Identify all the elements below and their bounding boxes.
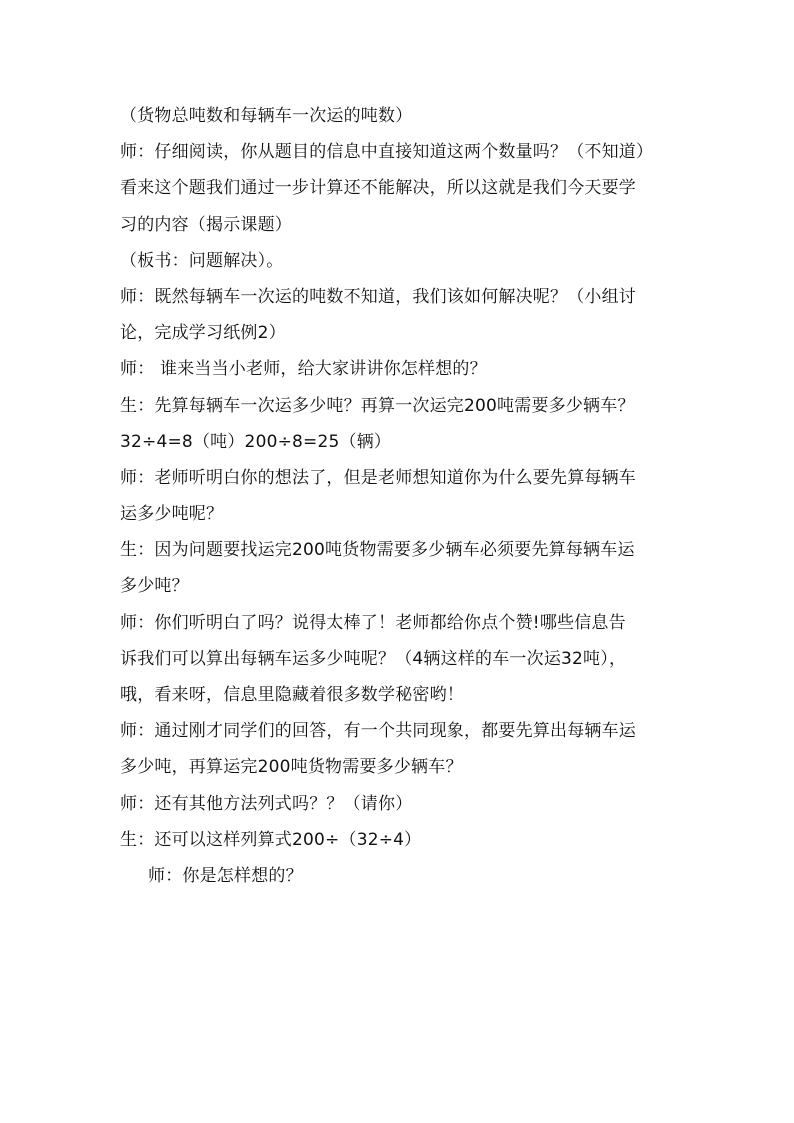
- text-line-21: 生：还可以这样列算式200÷（32÷4）: [120, 829, 422, 850]
- text-line-1: （货物总吨数和每辆车一次运的吨数）: [120, 106, 413, 126]
- text-line-2: 师：仔细阅读，你从题目的信息中直接知道这两个数量吗？（不知道）: [120, 142, 654, 163]
- text-line-9: 生：先算每辆车一次运多少吨？再算一次运完200吨需要多少辆车？: [120, 395, 635, 416]
- text-line-4: 习的内容（揭示课题）: [120, 214, 292, 235]
- text-line-6: 师：既然每辆车一次运的吨数不知道，我们该如何解决呢？（小组讨: [120, 286, 636, 307]
- text-line-11: 师：老师听明白你的想法了，但是老师想知道你为什么要先算每辆车: [120, 467, 636, 488]
- text-line-7: 论，完成学习纸例2）: [120, 323, 286, 344]
- text-line-3: 看来这个题我们通过一步计算还不能解决，所以这就是我们今天要学: [120, 178, 636, 199]
- text-line-13: 生：因为问题要找运完200吨货物需要多少辆车必须要先算每辆车运: [120, 540, 635, 561]
- text-line-12: 运多少吨呢？: [120, 504, 224, 525]
- text-line-22: 师：你是怎样想的？: [148, 865, 303, 886]
- text-line-5: （板书：问题解决）。: [120, 250, 284, 271]
- text-line-19: 多少吨，再算运完200吨货物需要多少辆车？: [120, 757, 463, 778]
- text-line-16: 诉我们可以算出每辆车运多少吨呢？（4辆这样的车一次运32吨），: [120, 648, 627, 669]
- text-line-8: 师： 谁来当当小老师，给大家讲讲你怎样想的？: [120, 359, 487, 380]
- text-line-15: 师：你们听明白了吗？说得太棒了！老师都给你点个赞!哪些信息告: [120, 612, 626, 633]
- text-line-10: 32÷4=8（吨）200÷8=25（辆）: [120, 431, 392, 452]
- text-line-18: 师：通过刚才同学们的回答，有一个共同现象，都要先算出每辆车运: [120, 721, 636, 742]
- text-line-20: 师：还有其他方法列式吗？？（请你）: [120, 793, 413, 814]
- text-line-14: 多少吨？: [120, 576, 189, 597]
- document-body: [120, 98, 680, 894]
- text-line-17: 哦，看来呀，信息里隐藏着很多数学秘密哟！: [120, 685, 464, 705]
